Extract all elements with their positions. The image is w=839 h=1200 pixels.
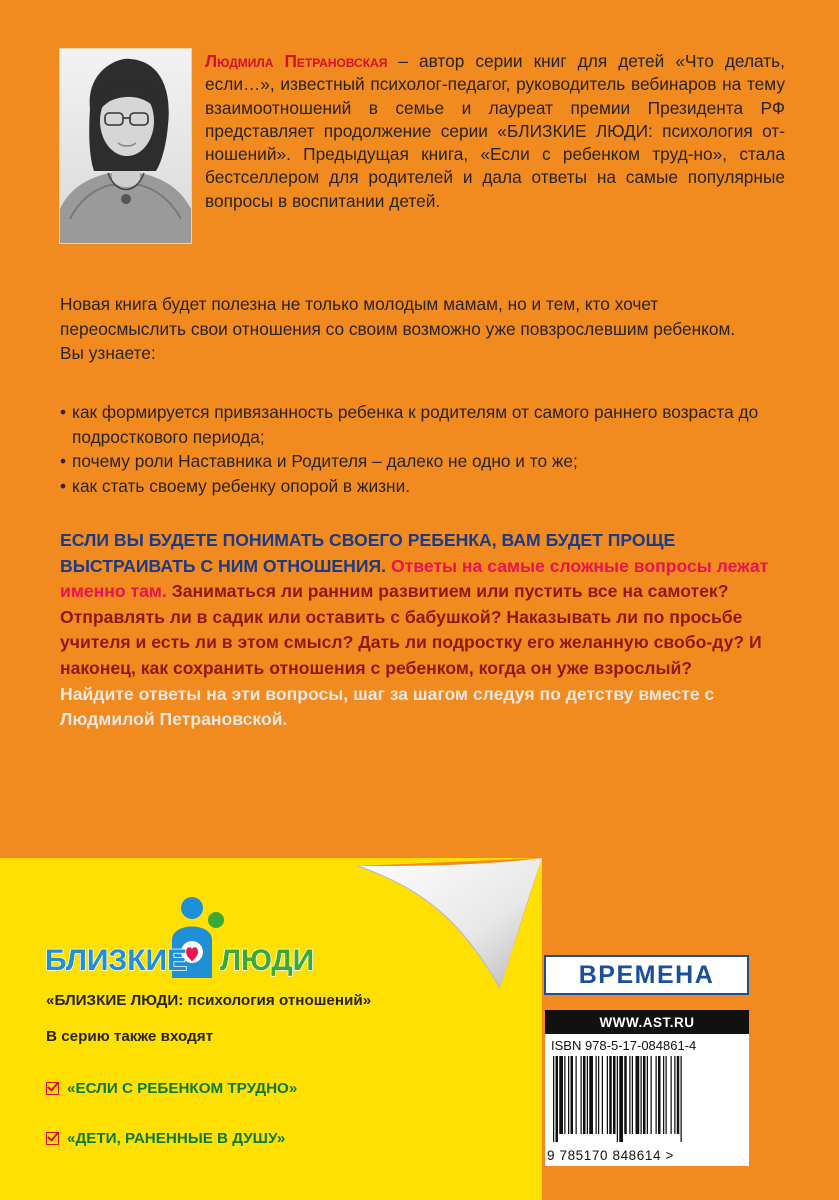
- series-book-item: «ЕСЛИ С РЕБЕНКОМ ТРУДНО»: [46, 1080, 297, 1097]
- series-title: «БЛИЗКИЕ ЛЮДИ: психология отношений»: [46, 992, 372, 1009]
- cta-questions: Заниматься ли ранним развитием или пустить все на самотек? Отправлять ли в садик или оставить с бабушкой? Наказывать ли по просьбе учителя и есть ли в этом смысл? Дать ли подростку его желанную свобо-ду? И наконец, как сохранить отношения с ребенком, когда он уже взрослый?: [60, 581, 762, 678]
- author-bio-text: – автор серии книг для детей «Что делать, если…», известный психолог-педагог, руководитель вебинаров на тему взаимоотношений в семье и лауреат премии Президента РФ представляет продолжение серии «БЛИЗКИЕ ЛЮДИ: психология от-ношений». Предыдущая книга, «Если с ребенком труд-но», стала бестселлером для родителей и дала ответы на самые популярные вопросы в воспитании детей.: [205, 51, 785, 211]
- bullet-list: [60, 400, 760, 498]
- barcode-digits: 9 785170 848614 >: [547, 1148, 674, 1163]
- series-also-label: В серию также входят: [46, 1028, 214, 1045]
- author-name: Людмила Петрановская: [205, 51, 388, 71]
- series-logo-left: БЛИЗКИЕ: [45, 944, 188, 977]
- list-item: • как формируется привязанность ребенка к родителям от самого раннего возраста до подросткового периода;: [60, 402, 759, 447]
- page-curl-graphic: [350, 858, 550, 998]
- author-photo: [59, 48, 192, 244]
- series-logo-right: ЛЮДИ: [220, 944, 315, 977]
- cta-closing: Найдите ответы на эти вопросы, шаг за шагом следуя по детству вместе с Людмилой Петрановской.: [60, 683, 715, 730]
- author-bio: [205, 50, 785, 213]
- checkbox-icon: [46, 1132, 59, 1145]
- call-to-action: [60, 528, 780, 733]
- author-portrait-image: [60, 49, 191, 243]
- cta-highlight: Ответы на самые сложные вопросы лежат именно там.: [60, 555, 769, 602]
- barcode-box: [545, 1034, 749, 1166]
- cta-headline: ЕСЛИ ВЫ БУДЕТЕ ПОНИМАТЬ СВОЕГО РЕБЕНКА, ВАМ БУДЕТ ПРОЩЕ ВЫСТРАИВАТЬ С НИМ ОТНОШЕНИЯ.: [60, 530, 676, 576]
- publisher-url: WWW.AST.RU: [545, 1010, 749, 1034]
- isbn-text: ISBN 978-5-17-084861-4: [551, 1038, 697, 1053]
- barcode-image: [551, 1056, 743, 1142]
- list-item: • как стать своему ребенку опорой в жизни.: [60, 475, 411, 496]
- publisher-logo: ВРЕМЕНА: [544, 955, 749, 995]
- series-book-item: «ДЕТИ, РАНЕННЫЕ В ДУШУ»: [46, 1130, 285, 1147]
- list-item: • почему роли Наставника и Родителя – далеко не одно и то же;: [60, 451, 578, 471]
- intro-paragraph: Новая книга будет полезна не только молодым мамам, но и тем, кто хочет переосмыслить свои отношения со своим возможно уже повзрослевшим ребенком. Вы узнаете:: [60, 294, 736, 363]
- series-logo: [40, 890, 340, 990]
- checkbox-icon: [46, 1082, 59, 1095]
